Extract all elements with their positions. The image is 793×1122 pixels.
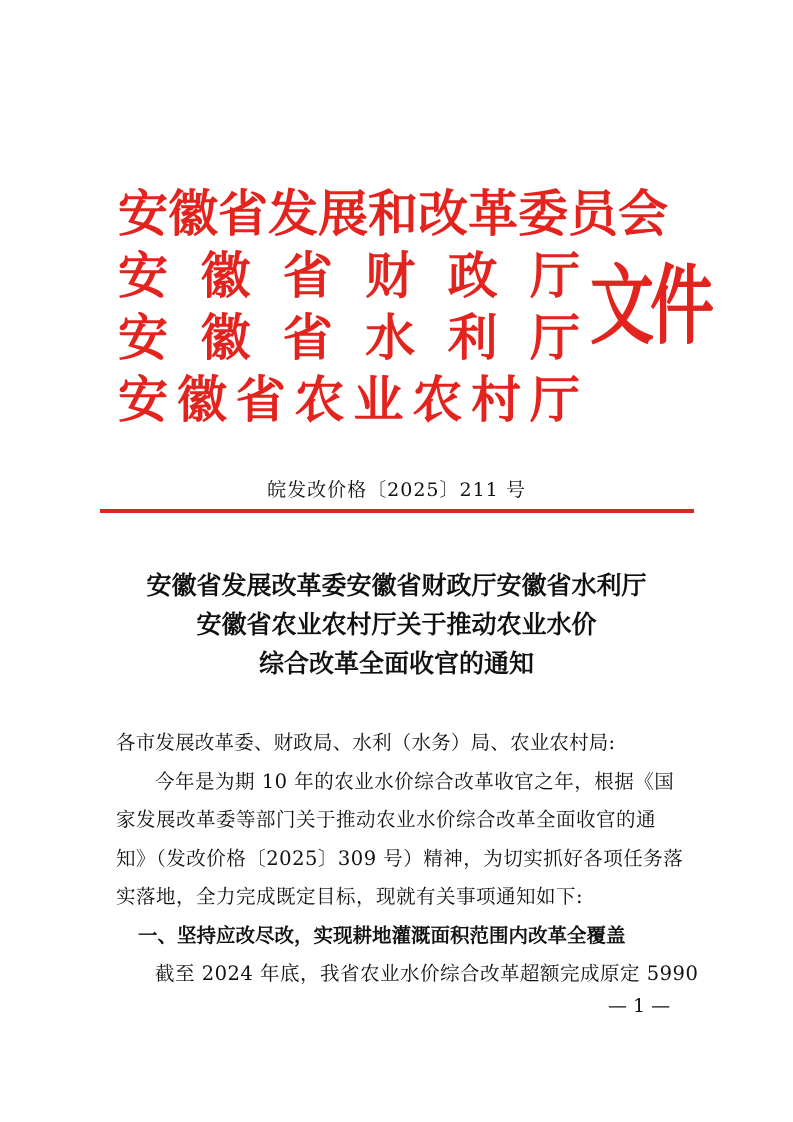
paragraph-intro: [116, 763, 688, 917]
paragraph-intro-line-1: 今年是为期 10 年的农业水价综合改革收官之年，根据《国: [155, 769, 675, 793]
paragraph-section-1-line-1: 截至 2024 年底，我省农业水价综合改革超额完成原定 5990: [155, 962, 699, 985]
document-number: 皖发改价格〔2025〕211 号: [267, 479, 526, 501]
paragraph-intro-line-4: 实落地，全力完成既定目标，现就有关事项通知如下:: [116, 885, 584, 908]
addressee-line: 各市发展改革委、财政局、水利（水务）局、农业农村局:: [116, 731, 616, 754]
masthead-org-finance: 安 徽 省 财 政 厅: [118, 247, 580, 305]
document-title: [60, 566, 733, 683]
masthead-org-water: 安 徽 省 水 利 厅: [118, 309, 580, 367]
masthead-document-label: 文件: [590, 257, 710, 357]
red-separator-line: [100, 509, 694, 513]
title-line-1: 安徽省发展改革委安徽省财政厅安徽省水利厅: [146, 571, 647, 600]
masthead-org-ndrc: 安 徽 省 发 展 和 改 革 委 员 会: [118, 185, 668, 243]
paragraph-intro-line-2: 家发展改革委等部门关于推动农业水价综合改革全面收官的通: [116, 808, 657, 831]
document-body: [116, 724, 699, 994]
page-number: — 1 —: [608, 995, 671, 1017]
red-masthead: [118, 185, 710, 429]
masthead-org-agriculture: 安 徽 省 农 业 农 村 厅: [118, 371, 580, 429]
paragraph-intro-line-3: 知》（发改价格〔2025〕309 号）精神，为切实抓好各项任务落: [116, 846, 684, 870]
title-line-2: 安徽省农业农村厅关于推动农业水价: [196, 610, 597, 639]
paragraph-section-1: [116, 955, 699, 994]
title-line-3: 综合改革全面收官的通知: [258, 649, 534, 678]
section-heading-1: 一、坚持应改尽改，实现耕地灌溉面积范围内改革全覆盖: [138, 923, 626, 947]
